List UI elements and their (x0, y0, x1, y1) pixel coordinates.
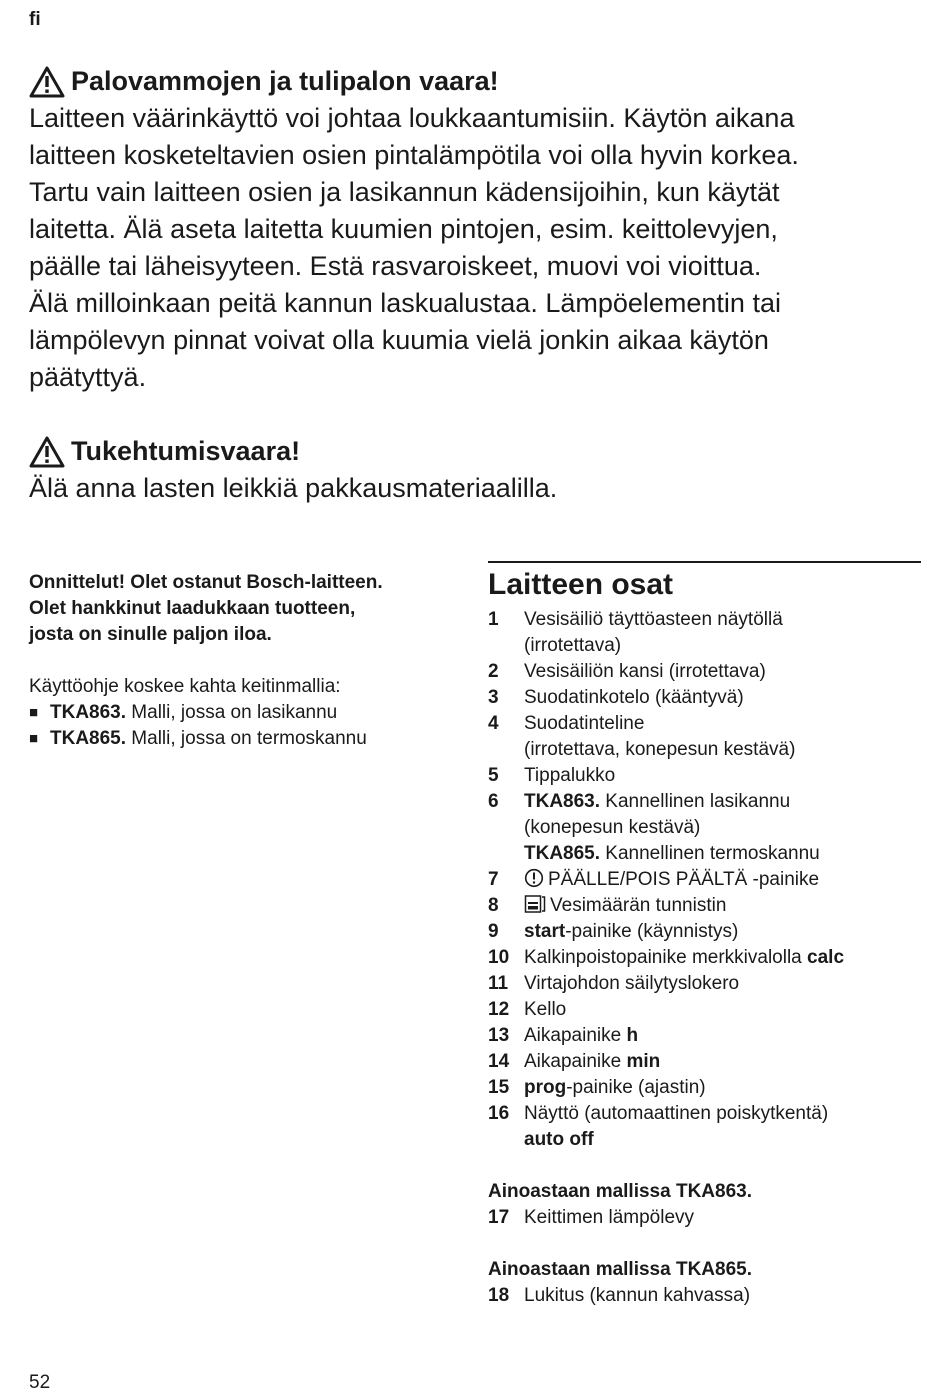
warning-line: laitetta. Älä aseta laitetta kuumien pintojen, esim. keittolevyjen, (29, 214, 778, 244)
warning-heading (29, 433, 929, 470)
list-item (488, 919, 928, 945)
warning-heading (29, 63, 929, 100)
part-text: Virtajohdon säilytyslokero (524, 973, 740, 994)
list-item (29, 700, 459, 726)
model-desc: Malli, jossa on termoskannu (126, 728, 367, 749)
list-item (488, 607, 928, 659)
list-item (488, 659, 928, 685)
part-text: (irrotettava, konepesun kestävä) (524, 739, 796, 760)
warning-line: Älä milloinkaan peitä kannun laskualustaa. Lämpöelementin tai (29, 288, 781, 318)
model-code: TKA865. (524, 843, 601, 864)
part-text: Kannellinen termoskannu (600, 843, 820, 864)
warning-text (29, 470, 929, 507)
part-number: 10 (488, 947, 510, 968)
models-intro: Käyttöohje koskee kahta keitinmallia: (29, 676, 341, 697)
button-label: h (626, 1025, 639, 1046)
part-text: PÄÄLLE/POIS PÄÄLTÄ -painike (548, 869, 820, 890)
part-number: 1 (488, 609, 499, 630)
part-number: 12 (488, 999, 510, 1020)
part-text: Keittimen lämpölevy (524, 1207, 695, 1228)
warning-title: Palovammojen ja tulipalon vaara! (71, 66, 499, 96)
congratulations (29, 570, 459, 648)
warning-line: lämpölevyn pinnat voivat olla kuumia vielä jonkin aikaa käytön (29, 325, 769, 355)
part-text: Vesisäiliön kansi (irrotettava) (524, 661, 766, 682)
parts-list-tka863 (488, 1205, 928, 1231)
warning-triangle-icon (29, 436, 65, 468)
part-number: 18 (488, 1285, 510, 1306)
list-item (488, 893, 928, 919)
warning-title: Tukehtumisvaara! (71, 436, 301, 466)
list-item (488, 685, 928, 711)
button-label: calc (807, 947, 845, 968)
power-icon (524, 868, 544, 888)
list-item (488, 1075, 928, 1101)
part-text: (irrotettava) (524, 635, 622, 656)
bullet-square-icon: ■ (29, 704, 39, 721)
part-text: Kalkinpoistopainike merkkivalolla (524, 947, 808, 968)
model-code: TKA863. (50, 702, 127, 723)
part-number: 3 (488, 687, 499, 708)
model-code: TKA865. (50, 728, 127, 749)
button-label: start (524, 921, 566, 942)
list-item (488, 971, 928, 997)
warning-line: Älä anna lasten leikkiä pakkausmateriaalilla. (29, 473, 558, 503)
list-item (488, 1049, 928, 1075)
part-text: Vesisäiliö täyttöasteen näytöllä (524, 609, 783, 630)
model-desc: Malli, jossa on lasikannu (126, 702, 338, 723)
part-number: 17 (488, 1207, 510, 1228)
language-code: fi (29, 9, 41, 30)
list-item (488, 997, 928, 1023)
part-text: Kannellinen lasikannu (600, 791, 791, 812)
button-label: auto off (524, 1129, 594, 1150)
part-text: Suodatinkotelo (kääntyvä) (524, 687, 744, 708)
parts-column (488, 567, 928, 1309)
part-text: Kello (524, 999, 567, 1020)
part-number: 7 (488, 869, 499, 890)
part-number: 15 (488, 1077, 510, 1098)
warning-triangle-icon (29, 66, 65, 98)
part-number: 11 (488, 973, 509, 994)
part-text: -painike (käynnistys) (565, 921, 739, 942)
list-item (488, 711, 928, 763)
part-text: Suodatinteline (524, 713, 645, 734)
list-item (488, 867, 928, 893)
part-number: 14 (488, 1051, 510, 1072)
warning-text (29, 100, 929, 396)
warning-line: Laitteen väärinkäyttö voi johtaa loukkaantumisiin. Käytön aikana (29, 103, 795, 133)
congrats-line: Onnittelut! Olet ostanut Bosch-laitteen. (29, 572, 383, 593)
list-item (488, 789, 928, 867)
part-number: 4 (488, 713, 499, 734)
part-number: 13 (488, 1025, 510, 1046)
part-text: Aikapainike (524, 1051, 627, 1072)
burn-warning (29, 63, 929, 396)
list-item (488, 1283, 928, 1309)
page-number: 52 (29, 1372, 51, 1393)
list-item (488, 763, 928, 789)
part-text: Tippalukko (524, 765, 616, 786)
list-item (488, 1023, 928, 1049)
part-number: 16 (488, 1103, 510, 1124)
list-item (488, 1205, 928, 1231)
parts-list (488, 607, 928, 1153)
part-text: (konepesun kestävä) (524, 817, 701, 838)
intro-column (29, 570, 459, 752)
part-text: Näyttö (automaattinen poiskytkentä) (524, 1103, 829, 1124)
button-label: min (626, 1051, 661, 1072)
model-only-heading: Ainoastaan mallissa TKA865. (488, 1259, 752, 1280)
congrats-line: Olet hankkinut laadukkaan tuotteen, (29, 598, 356, 619)
part-number: 2 (488, 661, 499, 682)
part-text: -painike (ajastin) (566, 1077, 706, 1098)
water-sensor-icon (524, 894, 546, 914)
part-number: 8 (488, 895, 499, 916)
model-code: TKA863. (524, 791, 601, 812)
part-text: Aikapainike (524, 1025, 627, 1046)
warning-line: Tartu vain laitteen osien ja lasikannun kädensijoihin, kun käytät (29, 177, 780, 207)
warning-line: laitteen kosketeltavien osien pintalämpötila voi olla hyvin korkea. (29, 140, 799, 170)
warning-line: päälle tai läheisyyteen. Estä rasvaroiskeet, muovi voi vioittua. (29, 251, 762, 281)
section-title: Laitteen osat (488, 568, 674, 601)
bullet-square-icon: ■ (29, 730, 39, 747)
parts-list-tka865 (488, 1283, 928, 1309)
part-number: 9 (488, 921, 499, 942)
button-label: prog (524, 1077, 567, 1098)
section-divider (488, 561, 921, 563)
model-only-heading: Ainoastaan mallissa TKA863. (488, 1181, 752, 1202)
suffocation-warning (29, 433, 929, 507)
part-number: 6 (488, 791, 499, 812)
part-number: 5 (488, 765, 499, 786)
list-item (488, 1101, 928, 1153)
warning-line: päätyttyä. (29, 362, 147, 392)
list-item (29, 726, 459, 752)
part-text: Vesimäärän tunnistin (550, 895, 727, 916)
list-item (488, 945, 928, 971)
models-list (29, 700, 459, 752)
part-text: Lukitus (kannun kahvassa) (524, 1285, 751, 1306)
congrats-line: josta on sinulle paljon iloa. (29, 624, 272, 645)
